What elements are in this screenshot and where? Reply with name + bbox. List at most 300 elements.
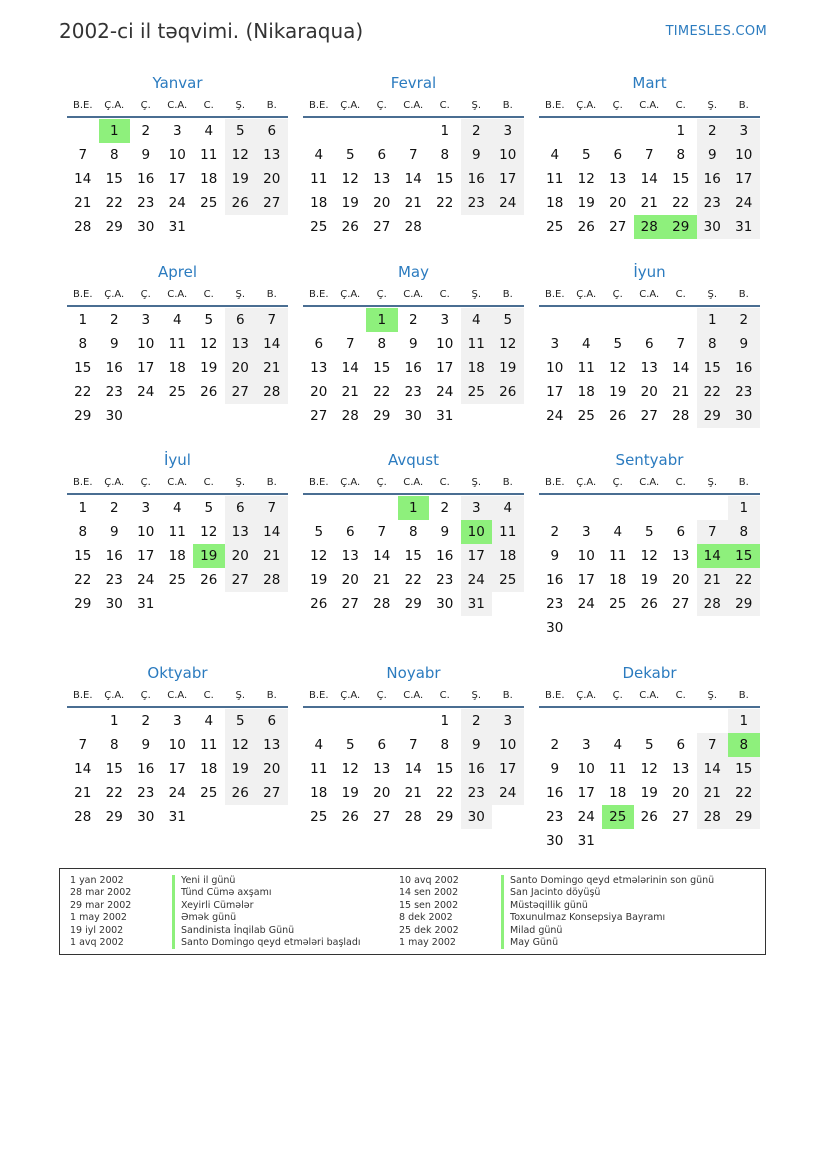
day-cell[interactable]: 9 [141, 147, 151, 163]
day-cell[interactable]: 11 [609, 761, 627, 777]
day-cell[interactable]: 12 [225, 143, 257, 167]
day-cell[interactable]: 6 [377, 147, 387, 163]
day-cell[interactable]: 19 [341, 195, 359, 211]
day-cell[interactable]: 9 [141, 737, 151, 753]
day-cell[interactable]: 7 [377, 524, 387, 540]
day-cell[interactable]: 10 [577, 548, 595, 564]
day-cell[interactable]: 7 [697, 520, 729, 544]
brand-link[interactable]: TIMESLES.COM [665, 24, 767, 39]
day-cell[interactable]: 4 [204, 123, 214, 139]
day-cell[interactable]: 3 [492, 709, 524, 733]
day-cell[interactable]: 16 [461, 167, 493, 191]
day-cell[interactable]: 21 [74, 785, 92, 801]
day-cell[interactable]: 2 [408, 312, 418, 328]
day-cell[interactable]: 19 [225, 167, 257, 191]
day-cell[interactable]: 12 [200, 336, 218, 352]
day-cell[interactable]: 23 [105, 384, 123, 400]
day-cell[interactable]: 22 [373, 384, 391, 400]
day-cell[interactable]: 20 [373, 785, 391, 801]
day-cell[interactable]: 29 [373, 408, 391, 424]
day-cell[interactable]: 13 [341, 548, 359, 564]
day-cell[interactable]: 30 [137, 809, 155, 825]
day-cell[interactable]: 11 [200, 147, 218, 163]
day-cell[interactable]: 27 [225, 568, 257, 592]
day-cell[interactable]: 11 [168, 336, 186, 352]
day-cell[interactable]: 15 [105, 171, 123, 187]
day-cell[interactable]: 20 [256, 167, 288, 191]
day-cell[interactable]: 23 [105, 572, 123, 588]
day-cell[interactable]: 3 [172, 123, 182, 139]
day-cell[interactable]: 28 [256, 568, 288, 592]
day-cell[interactable]: 17 [492, 757, 524, 781]
holiday-day-cell[interactable]: 25 [602, 805, 634, 829]
day-cell[interactable]: 19 [341, 785, 359, 801]
day-cell[interactable]: 3 [581, 524, 591, 540]
day-cell[interactable]: 12 [577, 171, 595, 187]
day-cell[interactable]: 16 [404, 360, 422, 376]
day-cell[interactable]: 5 [581, 147, 591, 163]
holiday-day-cell[interactable]: 1 [99, 119, 131, 143]
day-cell[interactable]: 8 [676, 147, 686, 163]
day-cell[interactable]: 13 [225, 520, 257, 544]
day-cell[interactable]: 28 [256, 380, 288, 404]
day-cell[interactable]: 15 [74, 548, 92, 564]
day-cell[interactable]: 24 [577, 596, 595, 612]
day-cell[interactable]: 23 [404, 384, 422, 400]
day-cell[interactable]: 15 [436, 171, 454, 187]
day-cell[interactable]: 8 [377, 336, 387, 352]
day-cell[interactable]: 21 [256, 544, 288, 568]
day-cell[interactable]: 1 [440, 713, 450, 729]
day-cell[interactable]: 25 [200, 785, 218, 801]
day-cell[interactable]: 22 [74, 384, 92, 400]
day-cell[interactable]: 21 [404, 195, 422, 211]
day-cell[interactable]: 13 [640, 360, 658, 376]
day-cell[interactable]: 31 [728, 215, 760, 239]
day-cell[interactable]: 12 [225, 733, 257, 757]
day-cell[interactable]: 8 [697, 332, 729, 356]
day-cell[interactable]: 24 [168, 195, 186, 211]
holiday-day-cell[interactable]: 10 [461, 520, 493, 544]
day-cell[interactable]: 8 [728, 520, 760, 544]
day-cell[interactable]: 11 [492, 520, 524, 544]
day-cell[interactable]: 16 [546, 572, 564, 588]
day-cell[interactable]: 28 [74, 219, 92, 235]
day-cell[interactable]: 10 [492, 143, 524, 167]
day-cell[interactable]: 5 [204, 500, 214, 516]
day-cell[interactable]: 1 [78, 500, 88, 516]
day-cell[interactable]: 5 [345, 147, 355, 163]
day-cell[interactable]: 5 [644, 737, 654, 753]
day-cell[interactable]: 9 [697, 143, 729, 167]
day-cell[interactable]: 1 [697, 308, 729, 332]
day-cell[interactable]: 16 [137, 171, 155, 187]
day-cell[interactable]: 19 [640, 572, 658, 588]
day-cell[interactable]: 7 [256, 496, 288, 520]
day-cell[interactable]: 23 [461, 781, 493, 805]
day-cell[interactable]: 24 [492, 191, 524, 215]
day-cell[interactable]: 31 [461, 592, 493, 616]
day-cell[interactable]: 22 [728, 781, 760, 805]
day-cell[interactable]: 19 [225, 757, 257, 781]
day-cell[interactable]: 13 [373, 761, 391, 777]
day-cell[interactable]: 17 [137, 548, 155, 564]
day-cell[interactable]: 6 [613, 147, 623, 163]
day-cell[interactable]: 3 [141, 500, 151, 516]
day-cell[interactable]: 24 [546, 408, 564, 424]
day-cell[interactable]: 6 [225, 496, 257, 520]
day-cell[interactable]: 30 [436, 596, 454, 612]
day-cell[interactable]: 2 [461, 119, 493, 143]
day-cell[interactable]: 6 [314, 336, 324, 352]
day-cell[interactable]: 29 [697, 404, 729, 428]
day-cell[interactable]: 17 [728, 167, 760, 191]
day-cell[interactable]: 23 [697, 191, 729, 215]
day-cell[interactable]: 31 [577, 833, 595, 849]
day-cell[interactable]: 19 [310, 572, 328, 588]
day-cell[interactable]: 10 [137, 524, 155, 540]
day-cell[interactable]: 28 [74, 809, 92, 825]
day-cell[interactable]: 4 [314, 737, 324, 753]
day-cell[interactable]: 22 [74, 572, 92, 588]
day-cell[interactable]: 3 [141, 312, 151, 328]
day-cell[interactable]: 8 [109, 147, 119, 163]
day-cell[interactable]: 20 [640, 384, 658, 400]
day-cell[interactable]: 13 [256, 143, 288, 167]
day-cell[interactable]: 21 [341, 384, 359, 400]
holiday-day-cell[interactable]: 19 [193, 544, 225, 568]
day-cell[interactable]: 14 [672, 360, 690, 376]
day-cell[interactable]: 4 [461, 308, 493, 332]
day-cell[interactable]: 11 [200, 737, 218, 753]
day-cell[interactable]: 6 [256, 119, 288, 143]
day-cell[interactable]: 15 [697, 356, 729, 380]
day-cell[interactable]: 11 [546, 171, 564, 187]
day-cell[interactable]: 25 [168, 572, 186, 588]
day-cell[interactable]: 25 [492, 568, 524, 592]
day-cell[interactable]: 3 [492, 119, 524, 143]
day-cell[interactable]: 7 [345, 336, 355, 352]
day-cell[interactable]: 5 [492, 308, 524, 332]
day-cell[interactable]: 27 [256, 781, 288, 805]
day-cell[interactable]: 10 [577, 761, 595, 777]
day-cell[interactable]: 14 [256, 520, 288, 544]
day-cell[interactable]: 17 [436, 360, 454, 376]
day-cell[interactable]: 23 [461, 191, 493, 215]
day-cell[interactable]: 6 [225, 308, 257, 332]
day-cell[interactable]: 20 [373, 195, 391, 211]
day-cell[interactable]: 16 [697, 167, 729, 191]
day-cell[interactable]: 5 [613, 336, 623, 352]
day-cell[interactable]: 7 [697, 733, 729, 757]
day-cell[interactable]: 25 [168, 384, 186, 400]
day-cell[interactable]: 10 [728, 143, 760, 167]
day-cell[interactable]: 4 [314, 147, 324, 163]
day-cell[interactable]: 3 [550, 336, 560, 352]
day-cell[interactable]: 3 [461, 496, 493, 520]
day-cell[interactable]: 30 [137, 219, 155, 235]
day-cell[interactable]: 6 [676, 524, 686, 540]
day-cell[interactable]: 10 [168, 147, 186, 163]
day-cell[interactable]: 11 [577, 360, 595, 376]
day-cell[interactable]: 29 [74, 596, 92, 612]
day-cell[interactable]: 4 [204, 713, 214, 729]
day-cell[interactable]: 18 [168, 548, 186, 564]
day-cell[interactable]: 22 [436, 195, 454, 211]
day-cell[interactable]: 20 [672, 785, 690, 801]
day-cell[interactable]: 9 [550, 548, 560, 564]
day-cell[interactable]: 29 [728, 805, 760, 829]
day-cell[interactable]: 5 [204, 312, 214, 328]
day-cell[interactable]: 17 [461, 544, 493, 568]
day-cell[interactable]: 25 [200, 195, 218, 211]
day-cell[interactable]: 24 [577, 809, 595, 825]
day-cell[interactable]: 15 [373, 360, 391, 376]
day-cell[interactable]: 12 [341, 761, 359, 777]
day-cell[interactable]: 19 [577, 195, 595, 211]
day-cell[interactable]: 17 [137, 360, 155, 376]
day-cell[interactable]: 11 [310, 761, 328, 777]
day-cell[interactable]: 27 [310, 408, 328, 424]
day-cell[interactable]: 19 [492, 356, 524, 380]
day-cell[interactable]: 30 [697, 215, 729, 239]
day-cell[interactable]: 29 [105, 809, 123, 825]
day-cell[interactable]: 15 [404, 548, 422, 564]
day-cell[interactable]: 13 [310, 360, 328, 376]
day-cell[interactable]: 14 [404, 171, 422, 187]
day-cell[interactable]: 21 [672, 384, 690, 400]
day-cell[interactable]: 30 [461, 805, 493, 829]
day-cell[interactable]: 13 [256, 733, 288, 757]
day-cell[interactable]: 24 [137, 572, 155, 588]
day-cell[interactable]: 1 [676, 123, 686, 139]
day-cell[interactable]: 9 [408, 336, 418, 352]
day-cell[interactable]: 9 [550, 761, 560, 777]
day-cell[interactable]: 27 [256, 191, 288, 215]
day-cell[interactable]: 4 [550, 147, 560, 163]
holiday-day-cell[interactable]: 28 [634, 215, 666, 239]
day-cell[interactable]: 1 [728, 496, 760, 520]
day-cell[interactable]: 22 [672, 195, 690, 211]
day-cell[interactable]: 8 [440, 737, 450, 753]
day-cell[interactable]: 2 [141, 123, 151, 139]
day-cell[interactable]: 30 [105, 596, 123, 612]
day-cell[interactable]: 1 [109, 713, 119, 729]
day-cell[interactable]: 8 [109, 737, 119, 753]
day-cell[interactable]: 26 [640, 809, 658, 825]
day-cell[interactable]: 12 [341, 171, 359, 187]
day-cell[interactable]: 29 [74, 408, 92, 424]
day-cell[interactable]: 15 [436, 761, 454, 777]
day-cell[interactable]: 31 [137, 596, 155, 612]
day-cell[interactable]: 7 [408, 147, 418, 163]
day-cell[interactable]: 5 [345, 737, 355, 753]
day-cell[interactable]: 3 [581, 737, 591, 753]
day-cell[interactable]: 24 [137, 384, 155, 400]
day-cell[interactable]: 10 [137, 336, 155, 352]
day-cell[interactable]: 25 [577, 408, 595, 424]
day-cell[interactable]: 12 [492, 332, 524, 356]
day-cell[interactable]: 10 [492, 733, 524, 757]
day-cell[interactable]: 23 [546, 596, 564, 612]
day-cell[interactable]: 3 [728, 119, 760, 143]
day-cell[interactable]: 7 [408, 737, 418, 753]
day-cell[interactable]: 30 [728, 404, 760, 428]
day-cell[interactable]: 14 [404, 761, 422, 777]
day-cell[interactable]: 26 [341, 219, 359, 235]
day-cell[interactable]: 18 [461, 356, 493, 380]
day-cell[interactable]: 2 [728, 308, 760, 332]
day-cell[interactable]: 12 [310, 548, 328, 564]
day-cell[interactable]: 24 [436, 384, 454, 400]
day-cell[interactable]: 2 [697, 119, 729, 143]
day-cell[interactable]: 27 [373, 809, 391, 825]
day-cell[interactable]: 16 [137, 761, 155, 777]
day-cell[interactable]: 30 [404, 408, 422, 424]
day-cell[interactable]: 26 [225, 191, 257, 215]
day-cell[interactable]: 7 [256, 308, 288, 332]
day-cell[interactable]: 25 [546, 219, 564, 235]
day-cell[interactable]: 24 [728, 191, 760, 215]
day-cell[interactable]: 27 [672, 596, 690, 612]
day-cell[interactable]: 2 [109, 500, 119, 516]
day-cell[interactable]: 9 [461, 733, 493, 757]
day-cell[interactable]: 30 [105, 408, 123, 424]
day-cell[interactable]: 22 [728, 568, 760, 592]
day-cell[interactable]: 12 [640, 761, 658, 777]
day-cell[interactable]: 24 [492, 781, 524, 805]
day-cell[interactable]: 5 [225, 709, 257, 733]
day-cell[interactable]: 2 [461, 709, 493, 733]
day-cell[interactable]: 27 [640, 408, 658, 424]
day-cell[interactable]: 15 [105, 761, 123, 777]
day-cell[interactable]: 1 [440, 123, 450, 139]
holiday-day-cell[interactable]: 15 [728, 544, 760, 568]
day-cell[interactable]: 18 [168, 360, 186, 376]
day-cell[interactable]: 16 [461, 757, 493, 781]
day-cell[interactable]: 18 [200, 171, 218, 187]
day-cell[interactable]: 27 [672, 809, 690, 825]
day-cell[interactable]: 26 [341, 809, 359, 825]
day-cell[interactable]: 18 [492, 544, 524, 568]
day-cell[interactable]: 12 [200, 524, 218, 540]
day-cell[interactable]: 27 [373, 219, 391, 235]
day-cell[interactable]: 20 [609, 195, 627, 211]
day-cell[interactable]: 28 [672, 408, 690, 424]
day-cell[interactable]: 26 [640, 596, 658, 612]
day-cell[interactable]: 2 [440, 500, 450, 516]
day-cell[interactable]: 1 [728, 709, 760, 733]
day-cell[interactable]: 10 [436, 336, 454, 352]
day-cell[interactable]: 21 [697, 568, 729, 592]
day-cell[interactable]: 7 [644, 147, 654, 163]
day-cell[interactable]: 26 [577, 219, 595, 235]
day-cell[interactable]: 20 [225, 544, 257, 568]
day-cell[interactable]: 29 [728, 592, 760, 616]
day-cell[interactable]: 14 [640, 171, 658, 187]
day-cell[interactable]: 4 [172, 312, 182, 328]
day-cell[interactable]: 8 [440, 147, 450, 163]
day-cell[interactable]: 11 [461, 332, 493, 356]
day-cell[interactable]: 10 [168, 737, 186, 753]
holiday-day-cell[interactable]: 29 [665, 215, 697, 239]
day-cell[interactable]: 16 [728, 356, 760, 380]
day-cell[interactable]: 17 [168, 171, 186, 187]
day-cell[interactable]: 26 [225, 781, 257, 805]
day-cell[interactable]: 15 [74, 360, 92, 376]
day-cell[interactable]: 9 [728, 332, 760, 356]
day-cell[interactable]: 28 [404, 219, 422, 235]
day-cell[interactable]: 18 [577, 384, 595, 400]
day-cell[interactable]: 6 [377, 737, 387, 753]
day-cell[interactable]: 24 [461, 568, 493, 592]
day-cell[interactable]: 21 [74, 195, 92, 211]
day-cell[interactable]: 8 [408, 524, 418, 540]
day-cell[interactable]: 13 [225, 332, 257, 356]
day-cell[interactable]: 6 [256, 709, 288, 733]
day-cell[interactable]: 13 [609, 171, 627, 187]
day-cell[interactable]: 4 [581, 336, 591, 352]
day-cell[interactable]: 16 [105, 360, 123, 376]
day-cell[interactable]: 6 [345, 524, 355, 540]
day-cell[interactable]: 31 [168, 809, 186, 825]
day-cell[interactable]: 31 [168, 219, 186, 235]
day-cell[interactable]: 21 [640, 195, 658, 211]
day-cell[interactable]: 19 [609, 384, 627, 400]
day-cell[interactable]: 4 [492, 496, 524, 520]
day-cell[interactable]: 27 [341, 596, 359, 612]
day-cell[interactable]: 23 [137, 195, 155, 211]
day-cell[interactable]: 3 [440, 312, 450, 328]
day-cell[interactable]: 7 [676, 336, 686, 352]
day-cell[interactable]: 6 [644, 336, 654, 352]
day-cell[interactable]: 23 [728, 380, 760, 404]
day-cell[interactable]: 28 [697, 805, 729, 829]
day-cell[interactable]: 21 [373, 572, 391, 588]
holiday-day-cell[interactable]: 14 [697, 544, 729, 568]
day-cell[interactable]: 18 [609, 572, 627, 588]
day-cell[interactable]: 22 [436, 785, 454, 801]
day-cell[interactable]: 27 [225, 380, 257, 404]
day-cell[interactable]: 29 [436, 809, 454, 825]
day-cell[interactable]: 5 [644, 524, 654, 540]
day-cell[interactable]: 26 [492, 380, 524, 404]
day-cell[interactable]: 16 [436, 548, 454, 564]
day-cell[interactable]: 8 [78, 524, 88, 540]
day-cell[interactable]: 14 [74, 171, 92, 187]
day-cell[interactable]: 11 [168, 524, 186, 540]
day-cell[interactable]: 18 [310, 785, 328, 801]
day-cell[interactable]: 4 [613, 524, 623, 540]
day-cell[interactable]: 26 [609, 408, 627, 424]
day-cell[interactable]: 20 [672, 572, 690, 588]
day-cell[interactable]: 20 [256, 757, 288, 781]
day-cell[interactable]: 6 [676, 737, 686, 753]
day-cell[interactable]: 4 [613, 737, 623, 753]
day-cell[interactable]: 15 [728, 757, 760, 781]
day-cell[interactable]: 12 [609, 360, 627, 376]
day-cell[interactable]: 5 [314, 524, 324, 540]
day-cell[interactable]: 20 [225, 356, 257, 380]
day-cell[interactable]: 21 [404, 785, 422, 801]
day-cell[interactable]: 2 [550, 737, 560, 753]
day-cell[interactable]: 20 [310, 384, 328, 400]
day-cell[interactable]: 3 [172, 713, 182, 729]
day-cell[interactable]: 30 [546, 620, 564, 636]
day-cell[interactable]: 15 [672, 171, 690, 187]
day-cell[interactable]: 18 [546, 195, 564, 211]
day-cell[interactable]: 26 [310, 596, 328, 612]
